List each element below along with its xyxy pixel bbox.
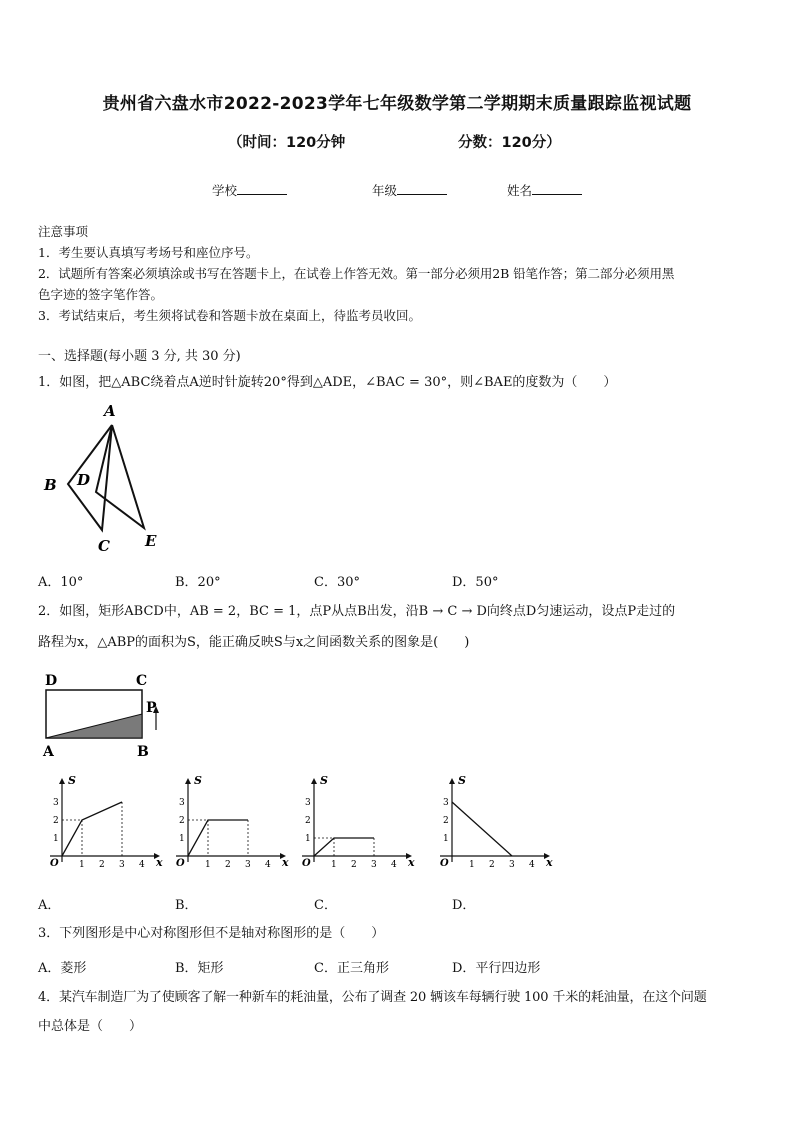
q3-option-b[interactable]: B．矩形: [175, 961, 224, 976]
q2-option-b[interactable]: B．: [175, 898, 198, 913]
q3-option-d[interactable]: D．平行四边形: [452, 961, 541, 976]
x-tick-label: 3: [119, 860, 125, 870]
y-tick-label: 3: [443, 798, 449, 808]
rect-d-label: D: [45, 673, 58, 689]
question-3-text: 3．下列图形是中心对称图形但不是轴对称图形的是（ ）: [38, 926, 385, 941]
x-tick-label: 3: [509, 860, 515, 870]
graph-option-c[interactable]: [292, 772, 415, 872]
note-item: 色字迹的签字笔作答。: [38, 287, 164, 302]
rectangle-abcd-figure: [38, 670, 178, 762]
point-a-label: A: [104, 402, 116, 420]
x-tick-label: 2: [99, 860, 105, 870]
school-field[interactable]: [212, 181, 287, 199]
q3-option-c[interactable]: C．正三角形: [314, 961, 389, 976]
exam-score: 分数：120分）: [458, 135, 561, 151]
rect-c-label: C: [136, 673, 148, 689]
x-axis-label: x: [408, 856, 415, 869]
y-axis-label: S: [68, 774, 76, 787]
q1-option-d[interactable]: D．50°: [452, 575, 499, 590]
exam-title: 贵州省六盘水市2022-2023学年七年级数学第二学期期末质量跟踪监视试题: [102, 94, 692, 114]
x-tick-label: 1: [205, 860, 211, 870]
q3-option-a[interactable]: A．菱形: [38, 961, 87, 976]
point-d-label: D: [77, 471, 91, 489]
point-e-label: E: [145, 532, 157, 550]
y-axis-arrow-icon: [59, 778, 65, 784]
x-axis-label: x: [282, 856, 289, 869]
q1-option-a[interactable]: A．10°: [38, 575, 84, 590]
rect-p-label: P: [146, 700, 157, 716]
q2-option-d[interactable]: D．: [452, 898, 476, 913]
origin-label: O: [176, 858, 185, 869]
grade-label: 年级: [372, 183, 398, 198]
y-tick-label: 1: [443, 834, 449, 844]
y-tick-label: 1: [179, 834, 185, 844]
y-axis-label: S: [320, 774, 328, 787]
graph-option-d[interactable]: [430, 772, 553, 872]
graph-series-line: [188, 820, 248, 856]
y-tick-label: 3: [305, 798, 311, 808]
notes-heading: 注意事项: [38, 224, 89, 239]
note-item: 1．考生要认真填写考场号和座位序号。: [38, 245, 259, 260]
y-tick-label: 1: [305, 834, 311, 844]
origin-label: O: [302, 858, 311, 869]
question-2-line-2: 路程为x，△ABP的面积为S，能正确反映S与x之间函数关系的图象是( ): [38, 635, 470, 650]
q1-option-c[interactable]: C．30°: [314, 575, 360, 590]
name-blank[interactable]: [532, 183, 582, 195]
question-4-line-1: 4．某汽车制造厂为了使顾客了解一种新车的耗油量，公布了调查 20 辆该车每辆行驶 100 千米的耗油量，在这个问题: [38, 990, 707, 1005]
x-tick-label: 3: [371, 860, 377, 870]
q1-option-b[interactable]: B．20°: [175, 575, 221, 590]
name-label: 姓名: [507, 183, 533, 198]
question-1-text: 1．如图，把△ABC绕着点A逆时针旋转20°得到△ADE，∠BAC = 30°，则∠BAE的度数为（ ）: [38, 375, 617, 390]
rect-a-label: A: [43, 744, 54, 760]
exam-time: （时间：120分钟: [228, 135, 346, 151]
y-tick-label: 2: [305, 816, 311, 826]
grade-field[interactable]: [372, 181, 447, 199]
x-tick-label: 4: [391, 860, 397, 870]
x-axis-label: x: [546, 856, 553, 869]
y-axis-label: S: [194, 774, 202, 787]
x-tick-label: 2: [225, 860, 231, 870]
x-tick-label: 3: [245, 860, 251, 870]
y-tick-label: 1: [53, 834, 59, 844]
x-tick-label: 4: [529, 860, 535, 870]
triangle-rotation-figure: [40, 400, 170, 555]
q2-option-c[interactable]: C．: [314, 898, 337, 913]
question-4-line-2: 中总体是（ ）: [38, 1019, 143, 1034]
school-label: 学校: [212, 183, 238, 198]
y-axis-label: S: [458, 774, 466, 787]
origin-label: O: [50, 858, 59, 869]
x-tick-label: 1: [331, 860, 337, 870]
graph-series-line: [62, 802, 122, 856]
x-tick-label: 1: [469, 860, 475, 870]
y-tick-label: 3: [53, 798, 59, 808]
point-c-label: C: [98, 537, 110, 555]
graph-option-b[interactable]: [166, 772, 289, 872]
section-heading: 一、选择题(每小题 3 分, 共 30 分): [38, 349, 241, 364]
y-axis-arrow-icon: [449, 778, 455, 784]
x-axis-label: x: [156, 856, 163, 869]
question-2-line-1: 2．如图，矩形ABCD中，AB = 2，BC = 1，点P从点B出发，沿B → C → D向终点D匀速运动，设点P走过的: [38, 604, 676, 619]
x-tick-label: 4: [265, 860, 271, 870]
graph-option-a[interactable]: [40, 772, 163, 872]
origin-label: O: [440, 858, 449, 869]
name-field[interactable]: [507, 181, 582, 199]
school-blank[interactable]: [237, 183, 287, 195]
graph-series-line: [452, 802, 512, 856]
y-axis-arrow-icon: [311, 778, 317, 784]
x-tick-label: 2: [489, 860, 495, 870]
rect-b-label: B: [137, 744, 149, 760]
y-tick-label: 2: [53, 816, 59, 826]
y-tick-label: 3: [179, 798, 185, 808]
x-tick-label: 2: [351, 860, 357, 870]
x-tick-label: 1: [79, 860, 85, 870]
x-tick-label: 4: [139, 860, 145, 870]
y-tick-label: 2: [443, 816, 449, 826]
grade-blank[interactable]: [397, 183, 447, 195]
triangle-abp-shaded: [46, 714, 142, 738]
graph-series-line: [314, 838, 374, 856]
note-item: 3．考试结束后，考生须将试卷和答题卡放在桌面上，待监考员收回。: [38, 308, 421, 323]
q2-option-a[interactable]: A．: [38, 898, 61, 913]
y-axis-arrow-icon: [185, 778, 191, 784]
point-b-label: B: [44, 476, 57, 494]
note-item: 2．试题所有答案必须填涂或书写在答题卡上，在试卷上作答无效。第一部分必须用2B 铅笔作答；第二部分必须用黑: [38, 266, 675, 281]
y-tick-label: 2: [179, 816, 185, 826]
